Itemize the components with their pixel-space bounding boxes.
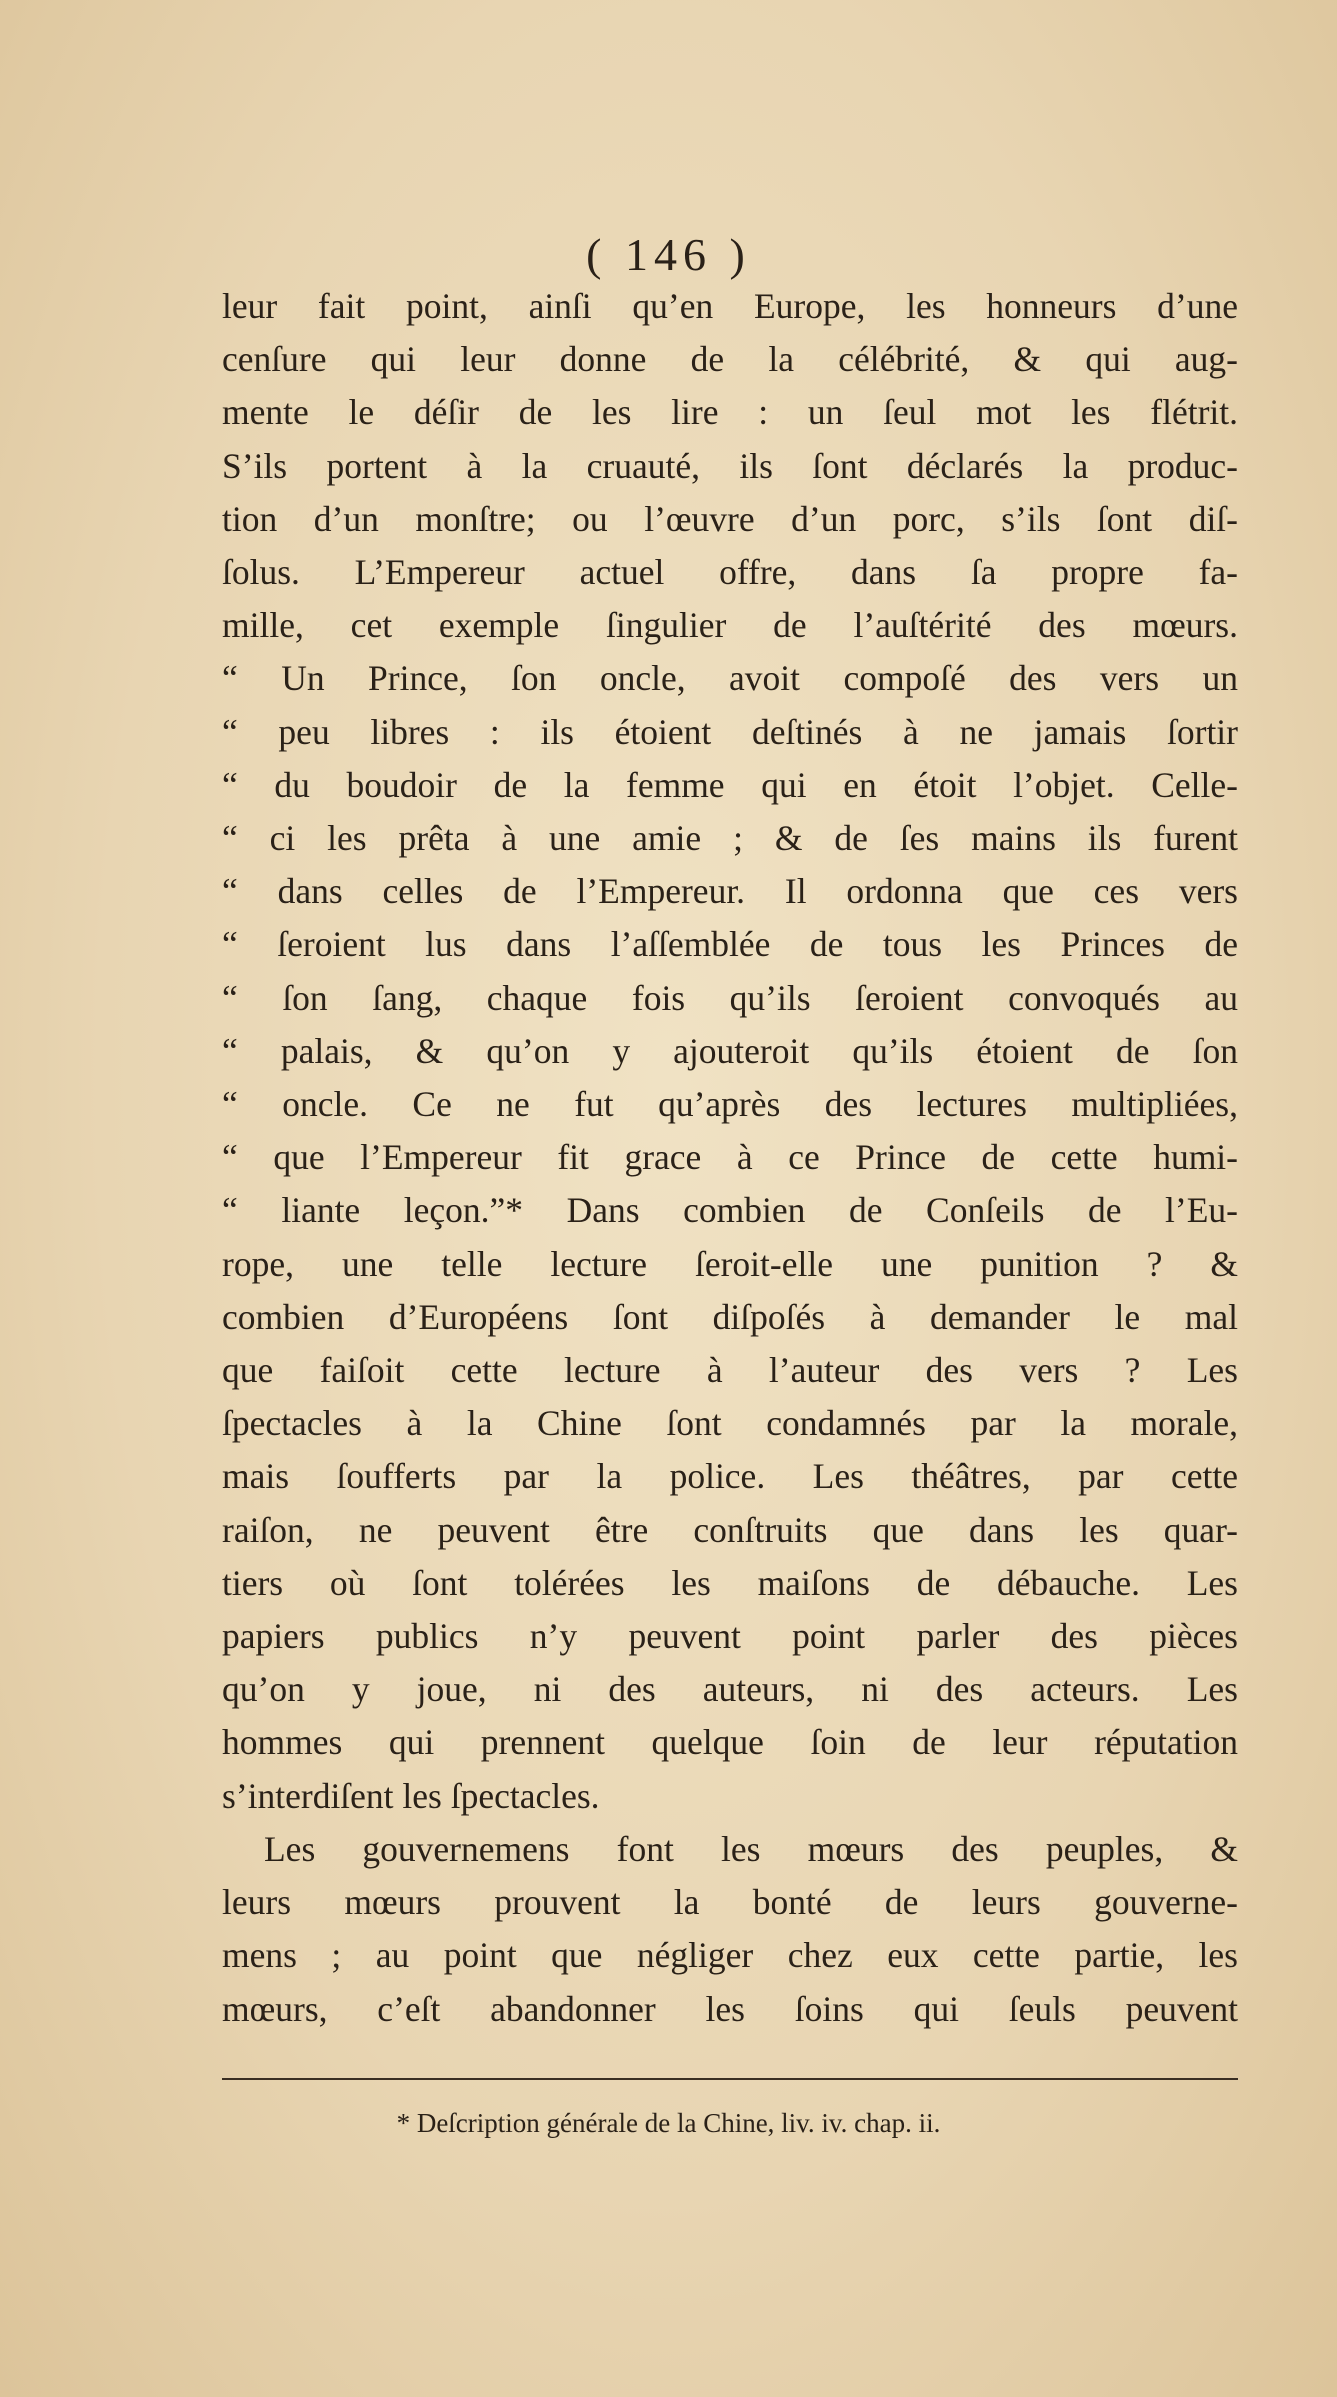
paragraph-start-line: Les gouvernemens font les mœurs des peuples, & [264, 1828, 1238, 1869]
text-line: raiſon, ne peuvent être conſtruits que dans les quar- [222, 1509, 1238, 1550]
text-line: leurs mœurs prouvent la bonté de leurs gouverne- [222, 1882, 1238, 1923]
quote-line: “ que l’Empereur fit grace à ce Prince de cette humi- [222, 1137, 1238, 1178]
text-line: cenſure qui leur donne de la célébrité, & qui aug- [222, 339, 1238, 380]
text-line: mens ; au point que négliger chez eux cette partie, les [222, 1935, 1238, 1976]
text-line: mœurs, c’eſt abandonner les ſoins qui ſeuls peuvent [222, 1988, 1238, 2029]
quote-line: “ Un Prince, ſon oncle, avoit compoſé des vers un [222, 658, 1238, 699]
quote-line: “ ſeroient lus dans l’aſſemblée de tous les Princes de [222, 924, 1238, 965]
text-line: combien d’Européens ſont diſpoſés à demander le mal [222, 1296, 1238, 1337]
text-line: leur fait point, ainſi qu’en Europe, les honneurs d’une [222, 286, 1238, 326]
quote-line: “ oncle. Ce ne fut qu’après des lectures multipliées, [222, 1084, 1238, 1125]
text-line: mente le déſir de les lire : un ſeul mot les flétrit. [222, 392, 1238, 433]
quote-line: “ peu libres : ils étoient deſtinés à ne jamais ſortir [222, 711, 1238, 752]
text-line: ſolus. L’Empereur actuel offre, dans ſa propre fa- [222, 552, 1238, 593]
text-line: hommes qui prennent quelque ſoin de leur réputation [222, 1722, 1238, 1763]
quote-line: “ du boudoir de la femme qui en étoit l’objet. Celle- [222, 764, 1238, 805]
quote-line: “ ſon ſang, chaque fois qu’ils ſeroient convoqués au [222, 977, 1238, 1018]
text-line: que faiſoit cette lecture à l’auteur des vers ? Les [222, 1350, 1238, 1391]
quote-line: “ ci les prêta à une amie ; & de ſes mains ils furent [222, 818, 1238, 859]
main-text [222, 280, 1238, 2036]
text-line: mille, cet exemple ſingulier de l’auſtérité des mœurs. [222, 605, 1238, 646]
quote-line: “ palais, & qu’on y ajouteroit qu’ils étoient de ſon [222, 1030, 1238, 1071]
page-number: ( 146 ) [586, 229, 751, 280]
footnote: * Deſcription générale de la Chine, liv. iv. chap. ii. [396, 2108, 941, 2138]
text-line: s’interdiſent les ſpectacles. [222, 1775, 600, 1816]
text-line: qu’on y joue, ni des auteurs, ni des acteurs. Les [222, 1669, 1238, 1710]
footnote-rule [222, 2078, 1238, 2080]
text-line: tiers où ſont tolérées les maiſons de débauche. Les [222, 1562, 1238, 1603]
quote-line: “ dans celles de l’Empereur. Il ordonna que ces vers [222, 871, 1238, 912]
text-line: rope, une telle lecture ſeroit-elle une punition ? & [222, 1243, 1238, 1284]
quote-line: “ liante leçon.”* Dans combien de Conſeils de l’Eu- [222, 1190, 1238, 1231]
text-line: S’ils portent à la cruauté, ils ſont déclarés la produc- [222, 445, 1238, 486]
text-line: papiers publics n’y peuvent point parler des pièces [222, 1616, 1238, 1657]
text-line: ſpectacles à la Chine ſont condamnés par la morale, [222, 1403, 1238, 1444]
text-line: mais ſoufferts par la police. Les théâtres, par cette [222, 1456, 1238, 1497]
text-line: tion d’un monſtre; ou l’œuvre d’un porc, s’ils ſont diſ- [222, 498, 1238, 539]
